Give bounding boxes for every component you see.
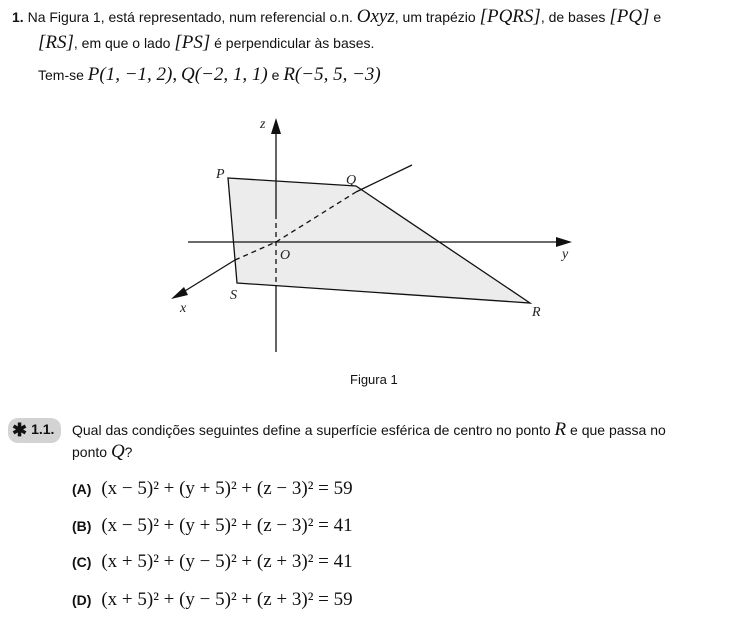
option-b-equation: (x − 5)² + (y + 5)² + (z − 3)² = 41 (101, 515, 353, 536)
point-q: Q(−2, 1, 1) (181, 64, 268, 85)
option-d[interactable] (72, 589, 353, 611)
question-number: 1. (12, 9, 24, 25)
label-y: y (562, 247, 569, 262)
base-pq: [PQ] (609, 6, 650, 27)
question-1-1-line-1 (72, 419, 666, 441)
side-ps: [PS] (174, 32, 211, 53)
option-d-equation: (x + 5)² + (y − 5)² + (z + 3)² = 59 (101, 589, 353, 610)
x-axis-arrow (171, 287, 188, 299)
q11-point-q: Q (110, 441, 125, 462)
q1-text-e: , em que o lado (73, 35, 171, 51)
question-1-1-number: 1.1. (31, 421, 55, 437)
question-1-1-line-2 (72, 441, 132, 463)
point-p: P(1, −1, 2) (87, 64, 173, 85)
and-word: e (271, 67, 280, 83)
label-r: R (532, 305, 541, 320)
y-axis-arrow (556, 237, 572, 247)
option-c-label: (C) (72, 554, 92, 570)
z-axis-arrow (271, 118, 281, 134)
label-q: Q (346, 173, 357, 188)
frame-oxyz: Oxyz (356, 6, 395, 27)
given-label: Tem-se (38, 67, 84, 83)
option-c[interactable] (72, 551, 353, 573)
label-p: P (216, 167, 225, 182)
trapezoid-pqrs: [PQRS] (479, 6, 541, 27)
q1-text-d: e (653, 9, 662, 25)
q1-text-c: , de bases (540, 9, 606, 25)
q11-center-r: R (554, 419, 567, 440)
question-1-line-2 (38, 32, 374, 54)
label-o: O (280, 248, 291, 263)
option-d-label: (D) (72, 592, 92, 608)
q1-text-b: , um trapézio (394, 9, 476, 25)
label-x: x (180, 301, 187, 316)
q1-text-f: é perpendicular às bases. (214, 35, 375, 51)
q11-text-a: Qual das condições seguintes define a superfície esférica de centro no ponto (72, 422, 551, 438)
figure-caption: Figura 1 (350, 372, 398, 387)
point-sep: , (172, 64, 178, 85)
q11-text-c: ponto (72, 444, 108, 460)
figure-1 (150, 110, 590, 360)
label-z: z (260, 117, 266, 132)
option-a[interactable] (72, 478, 353, 500)
base-rs: [RS] (38, 32, 74, 53)
label-s: S (230, 288, 237, 303)
option-a-label: (A) (72, 481, 92, 497)
given-points (38, 64, 381, 86)
option-a-equation: (x − 5)² + (y + 5)² + (z − 3)² = 59 (101, 478, 353, 499)
x-axis-visible (180, 260, 235, 294)
option-b-label: (B) (72, 518, 92, 534)
option-b[interactable] (72, 515, 353, 537)
trapezoid-pqrs-shape (228, 178, 530, 303)
star-icon: ✱ (12, 420, 28, 440)
oq-visible (356, 165, 412, 192)
question-1-1-badge (8, 418, 61, 443)
q11-text-b: e que passa no (570, 422, 666, 438)
q1-text-a: Na Figura 1, está representado, num referencial o.n. (27, 9, 353, 25)
q11-question-mark: ? (124, 444, 133, 460)
option-c-equation: (x + 5)² + (y − 5)² + (z + 3)² = 41 (101, 551, 353, 572)
point-r: R(−5, 5, −3) (283, 64, 381, 85)
question-1-line-1 (12, 6, 661, 28)
